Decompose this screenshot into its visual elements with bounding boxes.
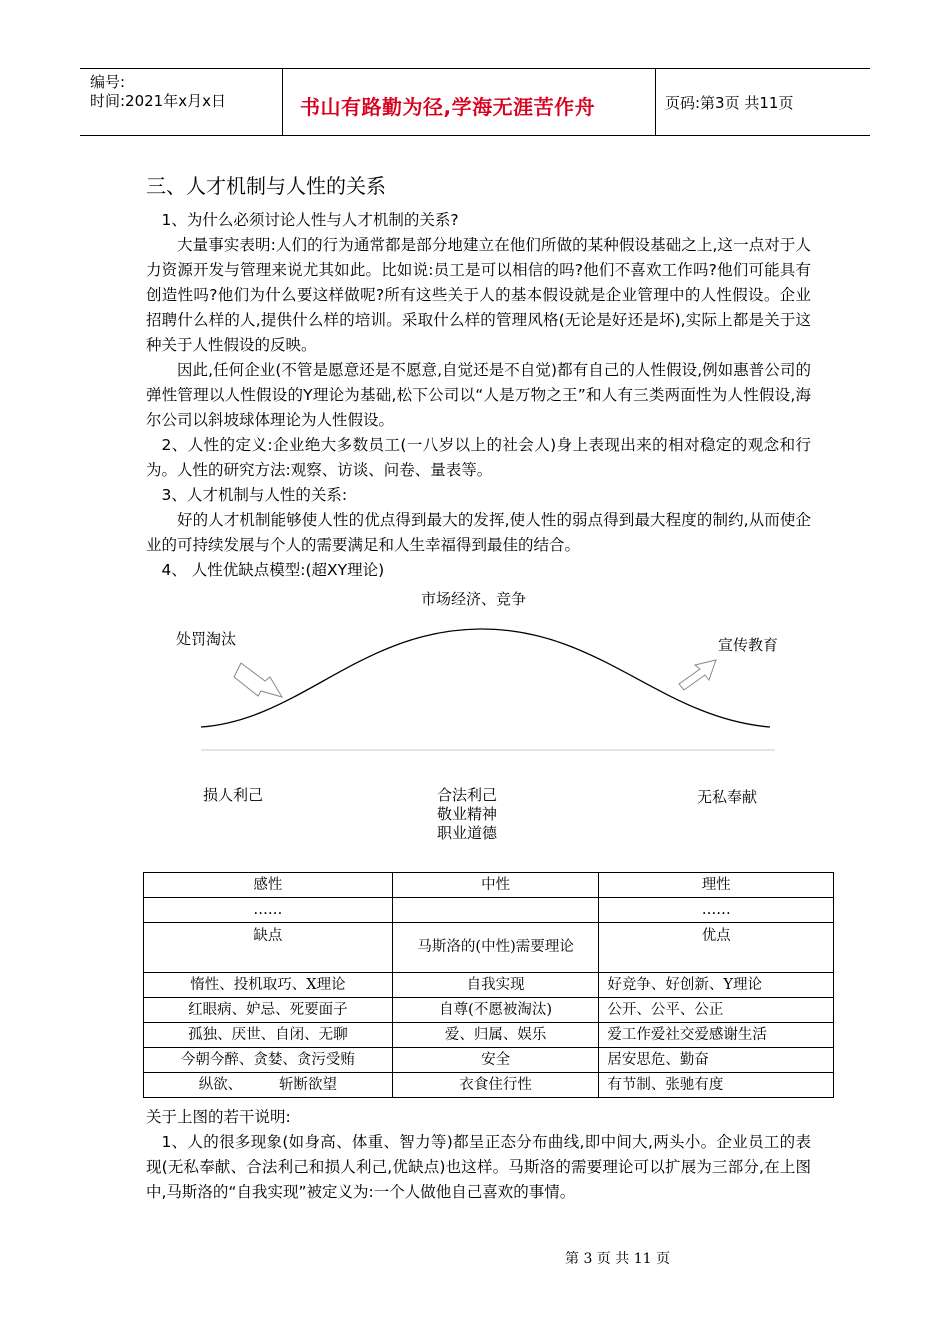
diagram-bottom-center-3: 职业道德 xyxy=(437,824,498,842)
table-header-cell: 感性 xyxy=(144,873,393,898)
question-3: 3、人才机制与人性的关系: xyxy=(161,486,348,504)
question-2: 2、人性的定义:企业绝大多数员工(一八岁以上的社会人)身上表现出来的相对稳定的观念和行为。人性的研究方法:观察、访谈、问卷、量表等。 xyxy=(146,436,811,479)
table-cell: 今朝今醉、贪婪、贪污受贿 xyxy=(144,1048,393,1073)
diagram-right-label: 宣传教育 xyxy=(718,636,779,654)
header-page-info: 页码:第3页 共11页 xyxy=(665,94,794,112)
table-header-cell: 中性 xyxy=(392,873,599,898)
table-header-row xyxy=(144,873,834,898)
table-cell: 纵欲、 斩断欲望 xyxy=(144,1073,393,1098)
table-row xyxy=(144,973,834,998)
table-cell: 爱、归属、娱乐 xyxy=(392,1023,599,1048)
header-time-label: 时间:2021年x月x日 xyxy=(90,92,226,110)
table-cell: 惰性、投机取巧、X理论 xyxy=(144,973,393,998)
paragraph-3: 好的人才机制能够使人性的优点得到最大的发挥,使人性的弱点得到最大程度的制约,从而使企业的可持续发展与个人的需要满足和人生幸福得到最佳的结合。 xyxy=(146,511,811,554)
page-footer: 第 3 页 共 11 页 xyxy=(565,1251,670,1267)
table-cell: 马斯洛的(中性)需要理论 xyxy=(392,923,599,973)
section-title: 三、人才机制与人性的关系 xyxy=(146,174,386,198)
table-cell xyxy=(392,898,599,923)
table-cell: 有节制、张驰有度 xyxy=(599,1073,834,1098)
table-cell: 红眼病、妒忌、死要面子 xyxy=(144,998,393,1023)
diagram-bottom-center-1: 合法利己 xyxy=(437,786,498,804)
table-row xyxy=(144,998,834,1023)
table-row xyxy=(144,923,834,973)
personality-table xyxy=(143,872,834,1098)
diagram-left-label: 处罚淘汰 xyxy=(176,630,237,648)
notes-paragraph-1: 1、人的很多现象(如身高、体重、智力等)都呈正态分布曲线,即中间大,两头小。企业员工的表现(无私奉献、合法利己和损人利己,优缺点)也这样。马斯洛的需要理论可以扩展为三部分,在上图中,马斯洛的“自我实现”被定义为:一个人做他自己喜欢的事情。 xyxy=(146,1133,811,1201)
table-cell: 孤独、厌世、自闭、无聊 xyxy=(144,1023,393,1048)
question-4: 4、 人性优缺点模型:(超XY理论) xyxy=(161,561,385,579)
table-cell: 自我实现 xyxy=(392,973,599,998)
table-cell: 自尊(不愿被淘汰) xyxy=(392,998,599,1023)
paragraph-1: 大量事实表明:人们的行为通常都是部分地建立在他们所做的某种假设基础之上,这一点对于人力资源开发与管理来说尤其如此。比如说:员工是可以相信的吗?他们不喜欢工作吗?他们可能具有创造性吗?他们为什么要这样做呢?所有这些关于人的基本假设就是企业管理中的人性假设。企业招聘什么样的人,提供什么样的培训。采取什么样的管理风格(无论是好还是坏),实际上都是关于这种关于人性假设的反映。 xyxy=(146,236,811,354)
table-cell: 衣食住行性 xyxy=(392,1073,599,1098)
header-motto: 书山有路勤为径,学海无涯苦作舟 xyxy=(300,95,596,119)
bell-curve xyxy=(201,629,770,727)
table-row xyxy=(144,1073,834,1098)
diagram-bottom-right: 无私奉献 xyxy=(697,788,758,806)
table-row xyxy=(144,898,834,923)
table-cell: 优点 xyxy=(599,923,834,973)
table-cell: …… xyxy=(599,898,834,923)
table-row xyxy=(144,1048,834,1073)
diagram-bottom-left: 损人利己 xyxy=(203,786,264,804)
table-cell: …… xyxy=(144,898,393,923)
up-right-arrow-icon xyxy=(679,660,716,690)
header-number-label: 编号: xyxy=(90,73,126,91)
table-cell: 好竞争、好创新、Y理论 xyxy=(599,973,834,998)
paragraph-2: 因此,任何企业(不管是愿意还是不愿意,自觉还是不自觉)都有自己的人性假设,例如惠普公司的弹性管理以人性假设的Y理论为基础,松下公司以“人是万物之王”和人有三类两面性为人性假设,海尔公司以斜坡球体理论为人性假设。 xyxy=(146,361,811,429)
notes-title: 关于上图的若干说明: xyxy=(146,1108,291,1126)
table-cell: 安全 xyxy=(392,1048,599,1073)
table-row xyxy=(144,1023,834,1048)
table-cell: 居安思危、勤奋 xyxy=(599,1048,834,1073)
table-cell: 爱工作爱社交爱感谢生活 xyxy=(599,1023,834,1048)
table-cell: 公开、公平、公正 xyxy=(599,998,834,1023)
diagram-bottom-center-2: 敬业精神 xyxy=(437,805,498,823)
question-1: 1、为什么必须讨论人性与人才机制的关系? xyxy=(161,211,459,229)
table-header-cell: 理性 xyxy=(599,873,834,898)
diagram-top-label: 市场经济、竞争 xyxy=(421,590,527,608)
table-cell: 缺点 xyxy=(144,923,393,973)
right-arrow-icon xyxy=(234,663,282,697)
